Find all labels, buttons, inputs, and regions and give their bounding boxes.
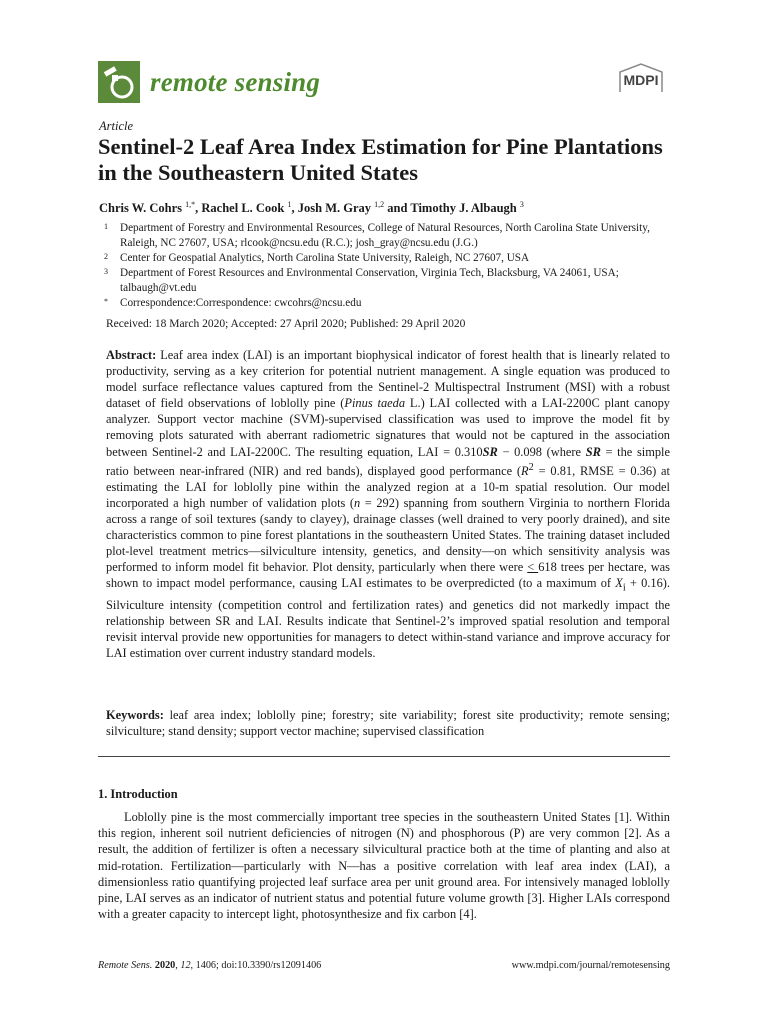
section-heading: 1. Introduction xyxy=(98,787,178,801)
mdpi-logo xyxy=(612,62,670,98)
paper-title: Sentinel-2 Leaf Area Index Estimation for Pine Plantations in the Southeastern United States xyxy=(98,134,663,185)
introduction-paragraph: Loblolly pine is the most commercially important tree species in the southeastern United States [1]. Within this region, inherent soil nutrient deficiencies of nitrogen (N) and phosphorous (P) are very common [2]. As a result, the addition of fertilizer is often a necessary silvicultural practice both at the time of planting and also at mid-rotation. Fertilization—particularly with N—has a positive correlation with leaf area index (LAI), a dimensionless ratio quantifying projected leaf surface area per unit ground area. For intensively managed loblolly pine, LAI serves as an indicator of nutrient status and potential future volume growth [3]. Higher LAIs correspond with a greater capacity to intercept light, photosynthesize and fix carbon [4]. xyxy=(98,810,670,922)
author-name: Timothy J. Albaugh xyxy=(410,201,517,216)
footer-url[interactable]: www.mdpi.com/journal/remotesensing xyxy=(511,960,670,971)
journal-logo xyxy=(98,61,140,103)
keywords-label: Keywords: xyxy=(106,708,164,722)
affiliation-mark: * xyxy=(104,297,108,306)
mdpi-logo-text: MDPI xyxy=(623,72,659,88)
author-name: Rachel L. Cook xyxy=(201,201,285,216)
author-sup: 3 xyxy=(519,200,524,209)
author-name: Josh M. Gray xyxy=(297,201,372,216)
affiliation-mark: 1 xyxy=(104,222,108,231)
section-divider xyxy=(98,756,670,757)
author-name: Chris W. Cohrs xyxy=(99,201,183,216)
publication-dates: Received: 18 March 2020; Accepted: 27 April 2020; Published: 29 April 2020 xyxy=(106,318,466,330)
footer-citation: Remote Sens. 2020, 12, 1406; doi:10.3390/rs12091406 xyxy=(98,960,322,971)
affiliations xyxy=(104,221,674,311)
affiliation-item xyxy=(104,266,674,296)
article-type: Article xyxy=(99,119,134,133)
abstract: Abstract: Leaf area index (LAI) is an important biophysical indicator of forest health that is linearly related to productivity, serving as a key criterion for potential nutrient management. A single equation was produced to model surface reflectance values captured from the Sentinel-2 Multispectral Instrument (MSI) with a robust dataset of field observations of loblolly pine (Pinus taeda L.) LAI collected with a LAI-2200C plant canopy analyzer. Support vector machine (SVM)-supervised classification was used to improve the model fit by removing plots saturated with aberrant radiometric signatures that would not be captured in the association between Sentinel-2 and LAI-2200C. The resulting equation, LAI = 0.310SR − 0.098 (where SR = the simple ratio between near-infrared (NIR) and red bands), displayed good performance ($R^2 = 0.81$, RMSE = 0.36) at estimating the LAI for loblolly pine within the analyzed region at a 10-m spatial resolution. Our model incorporated a high number of validation plots (n = 292) spanning from southern Virginia to northern Florida across a range of soil textures (sandy to clayey), drainage classes (well drained to very poorly drained), and site characteristics common to pine forest plantations in the southeastern United States. The training dataset included plot-level treatment metrics—silviculture intensity, genetics, and density—on which sensitivity analysis was performed to inform model fit behavior. Plot density, particularly when there were < 618 trees per hectare, was shown to impact model performance, causing LAI estimates to be overpredicted (to a maximum of $X_i + 0.16$). Silviculture intensity (competition control and fertilization rates) and genetics did not markedly impact the relationship between SR and LAI. Results indicate that Sentinel-2’s improved spatial resolution and temporal revisit interval provide new opportunities for managers to detect within-stand variance and improve accuracy for LAI estimation over current industry standard models. xyxy=(106,348,671,661)
affiliation-mark: 3 xyxy=(104,267,108,276)
affiliation-item xyxy=(104,221,674,251)
author-sup: 1 xyxy=(287,200,292,209)
author-list: Chris W. Cohrs $^{1,*}$, Rachel L. Cook $^1$, Josh M. Gray $^{1,2}$ and Timothy J. Albaugh $^3$ xyxy=(99,200,524,216)
keywords: Keywords: leaf area index; loblolly pine; forestry; site variability; forest site productivity; remote sensing; silviculture; stand density; support vector machine; supervised classification xyxy=(106,708,670,738)
satellite-globe-icon xyxy=(98,61,140,103)
journal-name: remote sensing xyxy=(150,67,321,97)
author-sup: 1,* xyxy=(185,200,196,209)
affiliation-text: Center for Geospatial Analytics, North Carolina State University, Raleigh, NC 27607, USA xyxy=(120,252,530,264)
abstract-label: Abstract: xyxy=(106,348,157,362)
affiliation-text: Department of Forest Resources and Environmental Conservation, Virginia Tech, Blacksburg, VA 24061, USA; talbaugh@vt.edu xyxy=(120,267,619,294)
affiliation-text: Department of Forestry and Environmental Resources, College of Natural Resources, North Carolina State University, Raleigh, NC 27607, USA; rlcook@ncsu.edu (R.C.); josh_gray@ncsu.edu (J.G.) xyxy=(120,222,650,249)
author-sup: 1,2 xyxy=(374,200,385,209)
affiliation-mark: 2 xyxy=(104,252,108,261)
affiliation-item xyxy=(104,251,674,266)
affiliation-text: Correspondence:Correspondence: cwcohrs@ncsu.edu xyxy=(120,297,362,309)
affiliation-item xyxy=(104,296,674,311)
